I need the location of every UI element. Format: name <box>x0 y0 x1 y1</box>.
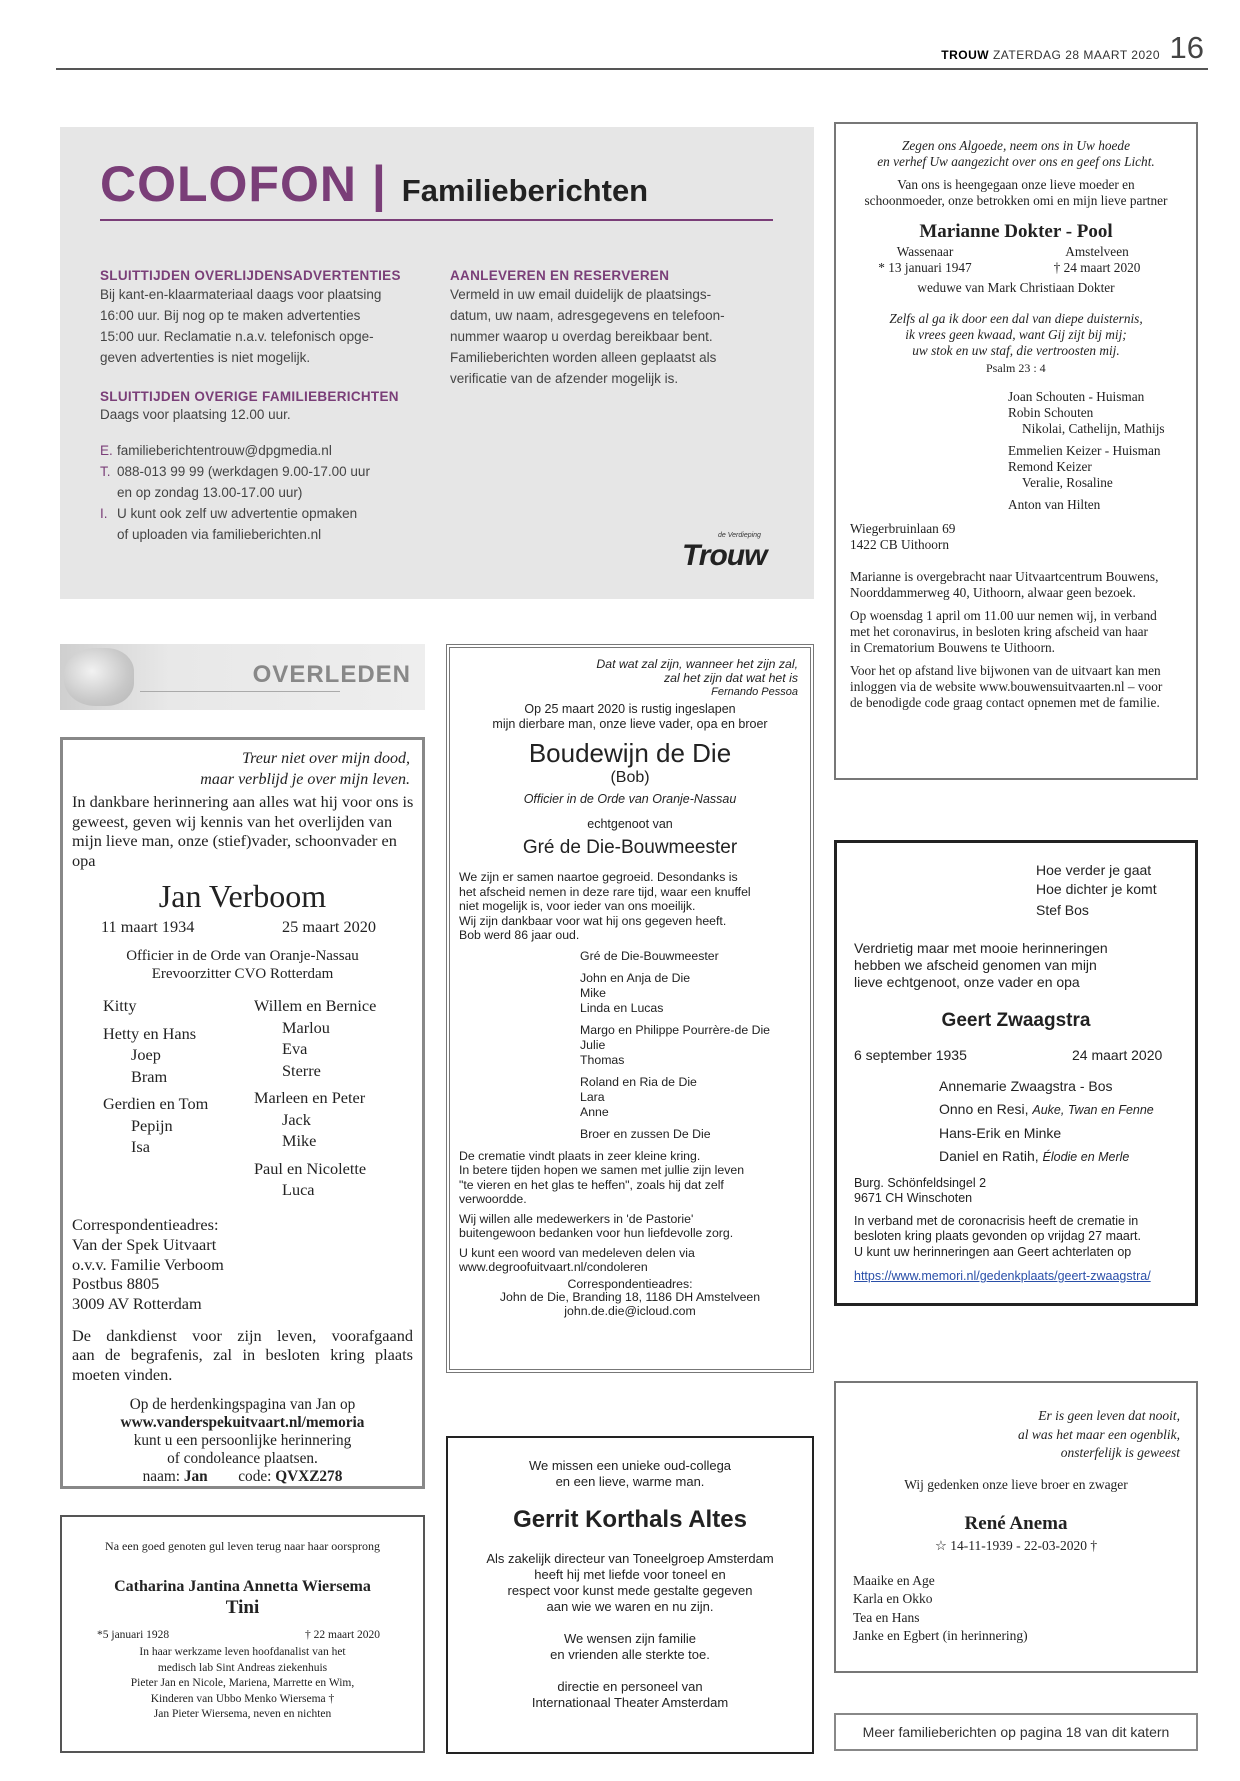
deceased-name: Catharina Jantina Annetta Wiersema <box>114 1578 371 1595</box>
notice-paragraph <box>450 870 810 943</box>
memoria-link[interactable]: www.vanderspekuitvaart.nl/memoria <box>120 1414 365 1432</box>
text-line: Vermeld in uw email duidelijk de plaatsings- <box>450 287 712 302</box>
text-line: Op woensdag 1 april om 11.00 uur nemen wij, in verband <box>850 608 1157 623</box>
notice-dedie <box>446 644 814 1373</box>
text-line: inloggen via de website www.bouwensuitvaarten.nl – voor <box>850 679 1163 694</box>
text-line: buitengewoon bedanken voor hun liefdevolle zorg. <box>459 1226 734 1240</box>
family-member: Roland en Ria de Die <box>580 1074 697 1089</box>
birth-date: 6 september 1935 <box>854 1046 967 1063</box>
notice-psalm <box>836 311 1196 359</box>
text-line: Burg. Schönfeldsingel 2 <box>854 1175 987 1190</box>
contact-internet-cont[interactable] <box>100 524 430 545</box>
text-line: Familieberichten worden alleen geplaatst als <box>450 350 717 365</box>
notice-widow: weduwe van Mark Christiaan Dokter <box>917 280 1115 295</box>
family-member: Hetty en Hans <box>103 1023 197 1043</box>
contact-email[interactable] <box>100 440 430 461</box>
text-line: besloten kring plaats gevonden op vrijdag 27 maart. <box>854 1229 1141 1243</box>
text-line: mijn lieve man, onze (stief)vader, schoonvader en <box>72 831 397 850</box>
text-line: al was het maar een ogenblik, <box>1018 1426 1180 1442</box>
text-line: 9671 CH Winschoten <box>854 1190 973 1205</box>
notice-memoria <box>63 1396 422 1486</box>
family-member: Linda en Lucas <box>580 1000 664 1015</box>
family-member: Isa <box>131 1137 150 1156</box>
family-member <box>939 1145 1195 1169</box>
family-member: Gré de Die-Bouwmeester <box>580 948 719 963</box>
family-children: Élodie en Merle <box>1042 1150 1130 1164</box>
notice-paragraph <box>837 1214 1195 1261</box>
family-names: Daniel en Ratih, <box>939 1148 1039 1164</box>
text-line: Marianne is overgebracht naar Uitvaartcentrum Bouwens, <box>850 569 1159 584</box>
notice-quote <box>837 861 1195 920</box>
deceased-nickname: Tini <box>225 1597 260 1618</box>
death-date: 25 maart 2020 <box>282 917 377 936</box>
family-column-left <box>103 995 208 1158</box>
text-line: John de Die, Branding 18, 1186 DH Amstelveen <box>499 1290 761 1304</box>
notice-quote <box>836 138 1196 170</box>
notice-titles <box>63 947 422 983</box>
notice-intro <box>837 940 1195 991</box>
deceased-name: Gerrit Korthals Altes <box>513 1506 747 1533</box>
text-line: In verband met de coronacrisis heeft de crematie in <box>854 1213 1139 1228</box>
text-line: zal het zijn dat wat het is <box>664 671 798 685</box>
notice-service <box>63 1326 422 1385</box>
notice-intro <box>836 177 1196 209</box>
contact-internet <box>100 503 430 524</box>
text-line: We missen een unieke oud-collega <box>528 1458 732 1473</box>
page-header <box>941 48 1160 62</box>
text-line: We zijn er samen naartoe gegroeid. Desondanks is <box>459 870 738 884</box>
family-list <box>450 949 810 1142</box>
more-notices-note: Meer familieberichten op pagina 18 van dit katern <box>834 1713 1198 1751</box>
notice-title: Officier in de Orde van Oranje-Nassau <box>523 792 737 806</box>
text-line: Van der Spek Uitvaart <box>72 1234 217 1254</box>
notice-wiersema <box>60 1515 425 1753</box>
contact-value: familieberichtentrouw@dpgmedia.nl <box>117 443 332 458</box>
text-line: met het coronavirus, in besloten kring afscheid van haar <box>850 624 1148 639</box>
text-line: De crematie vindt plaats in zeer kleine kring. <box>459 1148 701 1163</box>
notice-quote <box>450 657 810 699</box>
notice-address <box>836 521 1196 553</box>
notice-dokter <box>834 122 1198 780</box>
notice-paragraph <box>450 1149 810 1207</box>
text-line: Kinderen van Ubbo Menko Wiersema † <box>150 1692 335 1705</box>
trouw-logo-tagline: de Verdieping <box>718 532 761 539</box>
family-member: Margo en Philippe Pourrère-de Die <box>580 1022 771 1037</box>
colofon-right-column <box>450 268 780 389</box>
family-member: Willem en Bernice <box>254 996 377 1015</box>
colofon-left-column <box>100 268 430 545</box>
colofon-contact <box>100 440 430 545</box>
colofon-title-text: COLOFON | <box>100 156 387 212</box>
text-line: medisch lab Sint Andreas ziekenhuis <box>157 1661 328 1674</box>
notice-text <box>62 1645 423 1723</box>
family-member: Mike <box>580 985 606 1000</box>
text-line: Pieter Jan en Nicole, Mariena, Marrette en Wim, <box>130 1677 355 1689</box>
birth-place: Wassenaar <box>896 244 954 259</box>
family-member: Marleen en Peter <box>254 1088 366 1107</box>
deceased-name: Geert Zwaagstra <box>941 1009 1091 1031</box>
text-line: Postbus 8805 <box>72 1274 160 1294</box>
family-member <box>939 1075 1195 1099</box>
family-member: Eva <box>282 1039 308 1058</box>
text-line: Treur niet over mijn dood, <box>242 750 410 767</box>
code-label: code: <box>238 1468 272 1486</box>
family-names: Hans-Erik en Minke <box>939 1124 1062 1141</box>
memori-link[interactable]: https://www.memori.nl/gedenkplaats/geert-zwaagstra/ <box>854 1269 1151 1283</box>
family-list <box>837 1075 1195 1169</box>
text-line: Op 25 maart 2020 is rustig ingeslapen <box>524 702 736 716</box>
text-line: Er is geen leven dat nooit, <box>1038 1408 1180 1423</box>
notice-paragraph <box>836 663 1196 711</box>
text-line: U kunt uw herinneringen aan Geert achterlaten op <box>854 1244 1132 1259</box>
family-list <box>63 995 422 1215</box>
notice-paragraph <box>448 1551 812 1615</box>
text-line: onsterfelijk is geweest <box>1060 1445 1180 1460</box>
colofon-deliver-text <box>450 284 780 389</box>
family-member: Julie <box>580 1037 606 1052</box>
family-member: Nikolai, Cathelijn, Mathijs <box>1022 421 1165 436</box>
text-line: Zelfs al ga ik door een dal van diepe duisternis, <box>889 311 1143 326</box>
text-line: aan wie we waren en nu zijn. <box>546 1599 714 1614</box>
text-line: Jan Pieter Wiersema, neven en nichten <box>153 1708 332 1720</box>
deceased-name: Boudewijn de Die <box>528 738 732 768</box>
colofon-title <box>100 155 648 213</box>
family-member: Anton van Hilten <box>1008 497 1101 512</box>
notice-paragraph <box>836 569 1196 601</box>
family-column-right <box>254 995 376 1201</box>
family-list <box>836 1572 1196 1646</box>
text-line: U kunt een woord van medeleven delen via <box>459 1245 695 1260</box>
notice-paragraph <box>450 1246 810 1275</box>
notice-dates <box>63 917 422 941</box>
contact-phone-cont <box>100 482 430 503</box>
text-line: kunt u een persoonlijke herinnering <box>133 1432 352 1450</box>
text-line: Hoe verder je gaat <box>1036 862 1152 878</box>
notice-dates <box>62 1629 423 1645</box>
family-member: Joan Schouten - Huisman <box>1008 389 1145 404</box>
page-number: 16 <box>1169 30 1204 65</box>
text-line: lieve echtgenoot, onze vader en opa <box>854 973 1080 990</box>
text-line: geven advertenties is niet mogelijk. <box>100 350 311 365</box>
family-member: Tea en Hans <box>853 1609 920 1625</box>
death-place: Amstelveen <box>1065 244 1129 259</box>
notice-paragraph <box>836 608 1196 656</box>
text-line: niet mogelijk is, voor ieder van ons moeilijk. <box>459 899 696 913</box>
family-member: Pepijn <box>131 1115 173 1135</box>
family-member: Karla en Okko <box>853 1591 933 1606</box>
text-line: Van ons is heengegaan onze lieve moeder en <box>897 177 1135 192</box>
family-member <box>939 1122 1195 1146</box>
notice-paragraph <box>450 1212 810 1241</box>
notice-intro: Wij gedenken onze lieve broer en zwager <box>904 1476 1128 1492</box>
notice-verboom <box>60 737 425 1489</box>
death-date: † 22 maart 2020 <box>305 1629 381 1641</box>
contact-value: U kunt ook zelf uw advertentie opmaken <box>117 506 358 521</box>
family-children: Auke, Twan en Fenne <box>1032 1103 1154 1117</box>
family-member: Gerdien en Tom <box>103 1094 209 1113</box>
header-rule <box>56 68 1208 70</box>
family-member: Joep <box>131 1045 161 1064</box>
text-line: Voor het op afstand live bijwonen van de uitvaart kan men <box>850 663 1161 678</box>
text-line: in Crematorium Bouwens te Uithoorn. <box>850 640 1055 655</box>
text-line: nummer waarop u overdag bereikbaar bent. <box>450 329 713 344</box>
notice-intro <box>448 1458 812 1490</box>
text-line: en verhef Uw aangezicht over ons en geef ons Licht. <box>877 154 1155 169</box>
text-line: Correspondentieadres: <box>72 1215 219 1234</box>
family-member: Luca <box>282 1180 315 1199</box>
colofon-subtitle: Familieberichten <box>401 173 649 208</box>
text-line: Verdrietig maar met mooie herinneringen <box>854 939 1108 956</box>
text-line: Erevoorzitter CVO Rotterdam <box>151 966 334 982</box>
family-member: Emmelien Keizer - Huisman <box>1008 443 1161 458</box>
text-line: aan de begrafenis, zal in besloten kring plaats <box>72 1345 413 1365</box>
family-member <box>939 1098 1195 1122</box>
name-value: Jan <box>183 1468 208 1486</box>
banner-rule <box>140 691 340 692</box>
text-line: 3009 AV Rotterdam <box>72 1294 202 1314</box>
family-member: Bram <box>131 1066 168 1086</box>
text-line: 15:00 uur. Reclamatie n.a.v. telefonisch opge- <box>100 329 374 344</box>
overleden-label: OVERLEDEN <box>252 661 411 688</box>
contact-label: E. <box>100 443 113 458</box>
text-line: geweest, geven wij kennis van het overlijden van <box>72 811 393 831</box>
portrait-image <box>64 648 134 706</box>
text-line: Wiegerbruinlaan 69 <box>850 521 956 536</box>
family-member: Janke en Egbert (in herinnering) <box>853 1628 1028 1643</box>
spouse-name: Gré de Die-Bouwmeester <box>522 837 738 858</box>
text-line: Op de herdenkingspagina van Jan op <box>129 1396 356 1414</box>
family-member: John en Anja de Die <box>580 970 691 985</box>
contact-label: I. <box>100 506 108 521</box>
birth-date: 11 maart 1934 <box>101 917 195 936</box>
text-line: het afscheid nemen in deze rare tijd, waar een knuffel <box>459 884 751 899</box>
code-value: QVXZ278 <box>275 1468 343 1486</box>
text-line: schoonmoeder, onze betrokken omi en mijn lieve partner <box>864 193 1168 208</box>
family-member: Sterre <box>282 1060 321 1080</box>
family-member: Remond Keizer <box>1008 459 1092 474</box>
notice-quote <box>63 748 422 790</box>
text-line: Correspondentieadres: <box>567 1276 693 1291</box>
death-date: † 24 maart 2020 <box>1053 260 1141 275</box>
colofon-heading-deliver: AANLEVEREN EN RESERVEREN <box>450 268 670 283</box>
text-line: verwoordde. <box>459 1192 527 1206</box>
deceased-name: Marianne Dokter - Pool <box>919 221 1113 242</box>
contact-phone <box>100 461 430 482</box>
text-line: moeten vinden. <box>72 1364 173 1384</box>
family-member: Jack <box>282 1109 311 1129</box>
trouw-logo-text: Trouw <box>682 539 767 572</box>
overleden-banner <box>60 644 425 710</box>
text-line: "te vieren en het glas te heffen", zoals hij dat zelf <box>459 1177 724 1192</box>
notice-address <box>63 1215 422 1314</box>
deceased-name: René Anema <box>964 1512 1068 1534</box>
contact-value: of uploaden via familieberichten.nl <box>117 527 322 542</box>
name-label: naam: <box>142 1468 181 1486</box>
text-line: uw stok en uw staf, die vertroosten mij. <box>912 343 1120 358</box>
text-line: Wij willen alle medewerkers in 'de Pastorie' <box>459 1211 694 1226</box>
text-line: Noorddammerweg 40, Uithoorn, alwaar geen bezoek. <box>850 585 1136 600</box>
family-member: Lara <box>580 1089 605 1104</box>
notice-signed <box>448 1679 812 1711</box>
family-member: Robin Schouten <box>1008 405 1094 420</box>
family-list <box>836 389 1196 513</box>
trouw-logo <box>682 532 766 573</box>
condolence-link[interactable]: www.degroofuitvaart.nl/condoleren <box>459 1260 648 1274</box>
family-member: Thomas <box>580 1052 625 1067</box>
text-line: Bob werd 86 jaar oud. <box>459 928 580 942</box>
text-line: In haar werkzame leven hoofdanalist van het <box>139 1646 346 1658</box>
notice-zwaagstra <box>834 840 1198 1306</box>
notice-dates <box>836 244 1196 276</box>
text-line: 1422 CB Uithoorn <box>850 537 949 552</box>
text-line: hebben we afscheid genomen van mijn <box>854 956 1097 973</box>
colofon-deadlines-text <box>100 284 430 368</box>
colofon-rule <box>100 219 773 221</box>
text-line: We wensen zijn familie <box>564 1631 696 1646</box>
family-names: Onno en Resi, <box>939 1101 1029 1117</box>
contact-email[interactable]: john.de.die@icloud.com <box>564 1303 696 1318</box>
text-line: Officier in de Orde van Oranje-Nassau <box>126 948 359 964</box>
text-line: Dat wat zal zijn, wanneer het zijn zal, <box>596 657 798 671</box>
notice-dates <box>837 1047 1195 1067</box>
family-member: Marlou <box>282 1017 330 1037</box>
contact-label: T. <box>100 464 111 479</box>
text-line: o.v.v. Familie Verboom <box>72 1254 224 1274</box>
family-member: Kitty <box>103 996 137 1015</box>
family-member: Anne <box>580 1104 609 1119</box>
text-line: respect voor kunst mede gestalte gegeven <box>507 1583 753 1598</box>
text-line: In dankbare herinnering aan alles wat hij voor ons is <box>72 792 414 811</box>
notice-intro: Na een goed genoten gul leven terug naar haar oorsprong <box>105 1539 380 1553</box>
text-line: Hoe dichter je komt <box>1036 880 1157 897</box>
deceased-name: Jan Verboom <box>158 878 327 914</box>
family-member: Broer en zussen De Die <box>580 1126 711 1141</box>
paper-name: TROUW <box>941 48 990 62</box>
quote-author: Stef Bos <box>1036 902 1089 918</box>
notice-intro <box>450 702 810 732</box>
text-line: ik vrees geen kwaad, want Gij zijt bij mij; <box>905 327 1127 342</box>
text-line: Internationaal Theater Amsterdam <box>531 1695 729 1710</box>
text-line: De dankdienst voor zijn leven, voorafgaand <box>72 1325 413 1345</box>
issue-date: ZATERDAG 28 MAART 2020 <box>992 48 1160 62</box>
text-line: en vrienden alle sterkte toe. <box>550 1647 710 1662</box>
text-line: heeft hij met liefde voor toneel en <box>534 1567 726 1582</box>
text-line: In betere tijden hopen we samen met jullie zijn leven <box>459 1163 745 1177</box>
notice-intro <box>63 792 422 870</box>
text-line: de benodigde code graag contact opnemen met de familie. <box>850 695 1160 710</box>
text-line: Wij zijn dankbaar voor wat hij ons gegeven heeft. <box>459 913 727 928</box>
text-line: Zegen ons Algoede, neem ons in Uw hoede <box>902 138 1130 153</box>
colofon-heading-deadlines: SLUITTIJDEN OVERLIJDENSADVERTENTIES <box>100 268 401 283</box>
quote-author: Fernando Pessoa <box>711 686 798 698</box>
login-code <box>63 1468 422 1486</box>
psalm-reference: Psalm 23 : 4 <box>986 361 1046 375</box>
family-member: Paul en Nicolette <box>254 1158 367 1178</box>
spouse-intro: echtgenoot van <box>587 817 673 831</box>
notice-paragraph <box>448 1631 812 1663</box>
text-line: Als zakelijk directeur van Toneelgroep Amsterdam <box>486 1551 774 1566</box>
text-line: Bij kant-en-klaarmateriaal daags voor plaatsing <box>100 287 382 302</box>
colofon-heading-other: SLUITTIJDEN OVERIGE FAMILIEBERICHTEN <box>100 389 399 404</box>
notice-quote <box>836 1407 1196 1463</box>
text-line: 16:00 uur. Bij nog op te maken advertenties <box>100 308 361 323</box>
notice-address <box>837 1176 1195 1206</box>
contact-value: 088-013 99 99 (werkdagen 9.00-17.00 uur <box>117 464 370 479</box>
birth-date: *5 januari 1928 <box>97 1629 170 1641</box>
notice-anema <box>834 1381 1198 1673</box>
colofon-other-text: Daags voor plaatsing 12.00 uur. <box>100 407 291 422</box>
birth-date: * 13 januari 1947 <box>878 260 972 275</box>
deceased-nickname: (Bob) <box>610 769 650 786</box>
notice-korthals <box>446 1436 814 1754</box>
family-member: Maaike en Age <box>853 1572 935 1588</box>
family-names: Annemarie Zwaagstra - Bos <box>939 1077 1113 1094</box>
text-line: opa <box>72 850 96 870</box>
family-member: Mike <box>282 1131 317 1150</box>
text-line: en een lieve, warme man. <box>555 1474 705 1489</box>
contact-value: en op zondag 13.00-17.00 uur) <box>117 485 303 500</box>
family-member: Veralie, Rosaline <box>1022 475 1113 490</box>
text-line: maar verblijd je over mijn leven. <box>200 771 410 788</box>
text-line: verificatie van de afzender mogelijk is. <box>450 371 679 386</box>
colofon-panel <box>60 127 814 599</box>
text-line: of condoleance plaatsen. <box>167 1450 318 1468</box>
text-line: mijn dierbare man, onze lieve vader, opa en broer <box>492 717 768 731</box>
text-line: directie en personeel van <box>557 1679 703 1694</box>
notice-dates: ☆ 14-11-1939 - 22-03-2020 † <box>934 1537 1098 1553</box>
text-line: datum, uw naam, adresgegevens en telefoon- <box>450 308 725 323</box>
notice-address <box>450 1278 810 1319</box>
death-date: 24 maart 2020 <box>1072 1046 1163 1063</box>
